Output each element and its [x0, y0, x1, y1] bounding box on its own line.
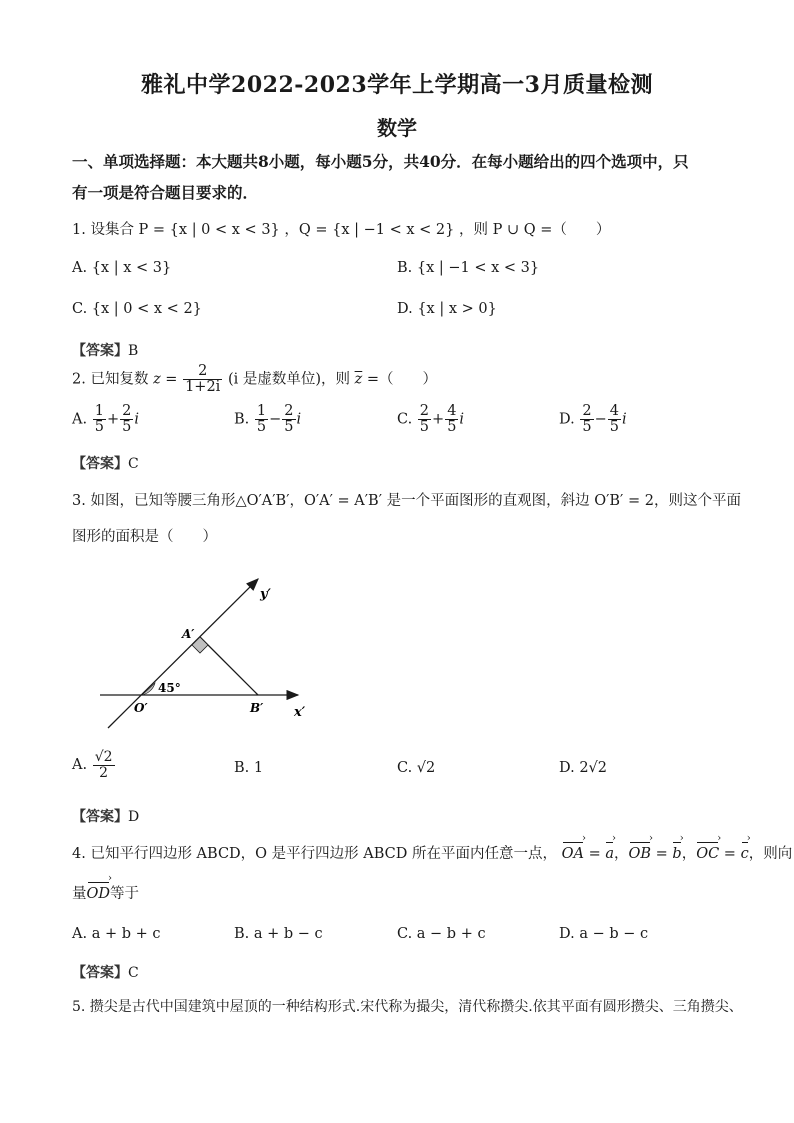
q4-option-a: A. a + b + c	[72, 926, 161, 942]
answer-label: 【答案】	[72, 456, 128, 472]
q3-option-a: A. $\frac{√2}{2}$	[72, 749, 113, 781]
q3-figure	[90, 572, 330, 734]
point-o-label: O′	[134, 701, 148, 715]
vector-a: a ›	[605, 840, 614, 862]
q1-answer	[72, 340, 138, 360]
q3-answer-value: D	[128, 809, 140, 825]
vector-oc: OC ›	[696, 840, 719, 862]
vector-oa: OA ›	[562, 840, 584, 862]
q2-option-d: D. $\frac{2}{5}$ − $\frac{4}{5}$ i	[559, 403, 627, 436]
angle-label: 45°	[158, 681, 181, 695]
vector-b: b ›	[672, 840, 681, 862]
q4-answer-value: C	[128, 965, 139, 981]
q4-option-d: D. a − b − c	[559, 926, 649, 942]
q3-option-b: B. 1	[234, 760, 264, 776]
q2-fraction: $\frac{2}{1+2i}$	[185, 363, 221, 396]
answer-label: 【答案】	[72, 809, 128, 825]
y-axis-line	[108, 579, 258, 728]
q2-stem-end: =（ ）	[366, 371, 438, 388]
q2-z-eq: z =	[153, 371, 178, 388]
q4-stem-line2: 量OD ›等于	[72, 880, 139, 903]
q2-stem	[72, 364, 437, 395]
q4-stem-line1: 4. 已知平行四边形 ABCD，O 是平行四边形 ABCD 所在平面内任意一点， OA › = a ›，OB › = b ›，OC › = c ›，则向	[72, 840, 792, 863]
x-axis-label: x′	[294, 705, 306, 720]
q1-option-c: C. {x | 0 < x < 2}	[72, 301, 202, 317]
q2-stem-pre: 2. 已知复数	[72, 371, 149, 388]
q4-option-b: B. a + b − c	[234, 926, 323, 942]
q1-option-a: A. {x | x < 3}	[72, 260, 172, 276]
point-a-label: A′	[182, 627, 195, 641]
q2-option-a: A. $\frac{1}{5}$ + $\frac{2}{5}$ i	[72, 403, 139, 436]
q3-answer	[72, 806, 139, 826]
q2-option-b: B. $\frac{1}{5}$ − $\frac{2}{5}$ i	[234, 403, 302, 436]
q2-answer-value: C	[128, 456, 139, 472]
y-axis-label: y′	[260, 587, 271, 602]
answer-label: 【答案】	[72, 965, 128, 981]
q1-option-d: D. {x | x > 0}	[397, 301, 497, 317]
q3-stem-line1: 3. 如图，已知等腰三角形△O′A′B′，O′A′ = A′B′ 是一个平面图形的直观图，斜边 O′B′ = 2，则这个平面	[72, 493, 741, 509]
q3-stem-line2: 图形的面积是（ ）	[72, 529, 217, 545]
vector-od: OD ›	[87, 880, 111, 902]
section-heading-line2: 有一项是符合题目要求的．	[72, 183, 259, 202]
vector-ob: OB ›	[629, 840, 652, 862]
vector-c: c ›	[741, 840, 749, 862]
section-heading-line1: 一、单项选择题：本大题共8小题，每小题5分，共40分．在每小题给出的四个选项中，只	[72, 152, 689, 171]
q2-stem-post: (i 是虚数单位)，则	[227, 371, 350, 388]
q2-answer	[72, 453, 139, 473]
q4-answer	[72, 962, 139, 982]
q4-option-c: C. a − b + c	[397, 926, 486, 942]
q3-option-c: C. √2	[397, 760, 436, 776]
q1-answer-value: B	[128, 343, 139, 359]
segment-ab	[200, 637, 258, 695]
page-subtitle: 数学	[377, 116, 417, 140]
q1-stem: 1. 设集合 P = {x | 0 < x < 3} ，Q = {x | −1 < x < 2} ，则 P ∪ Q =（ ）	[72, 222, 611, 238]
q2-zbar: $\overline{z}$	[354, 371, 363, 388]
q3-option-d: D. 2√2	[559, 760, 608, 776]
answer-label: 【答案】	[72, 343, 128, 359]
angle-marker	[142, 683, 155, 695]
page-title: 雅礼中学2022-2023学年上学期高一3月质量检测	[141, 72, 653, 98]
q1-option-b: B. {x | −1 < x < 3}	[397, 260, 540, 276]
q5-stem-line1: 5. 攒尖是古代中国建筑中屋顶的一种结构形式.宋代称为撮尖，清代称攒尖.依其平面有圆形攒尖、三角攒尖、	[72, 999, 743, 1015]
q2-option-c: C. $\frac{2}{5}$ + $\frac{4}{5}$ i	[397, 403, 465, 436]
point-b-label: B′	[250, 701, 264, 715]
